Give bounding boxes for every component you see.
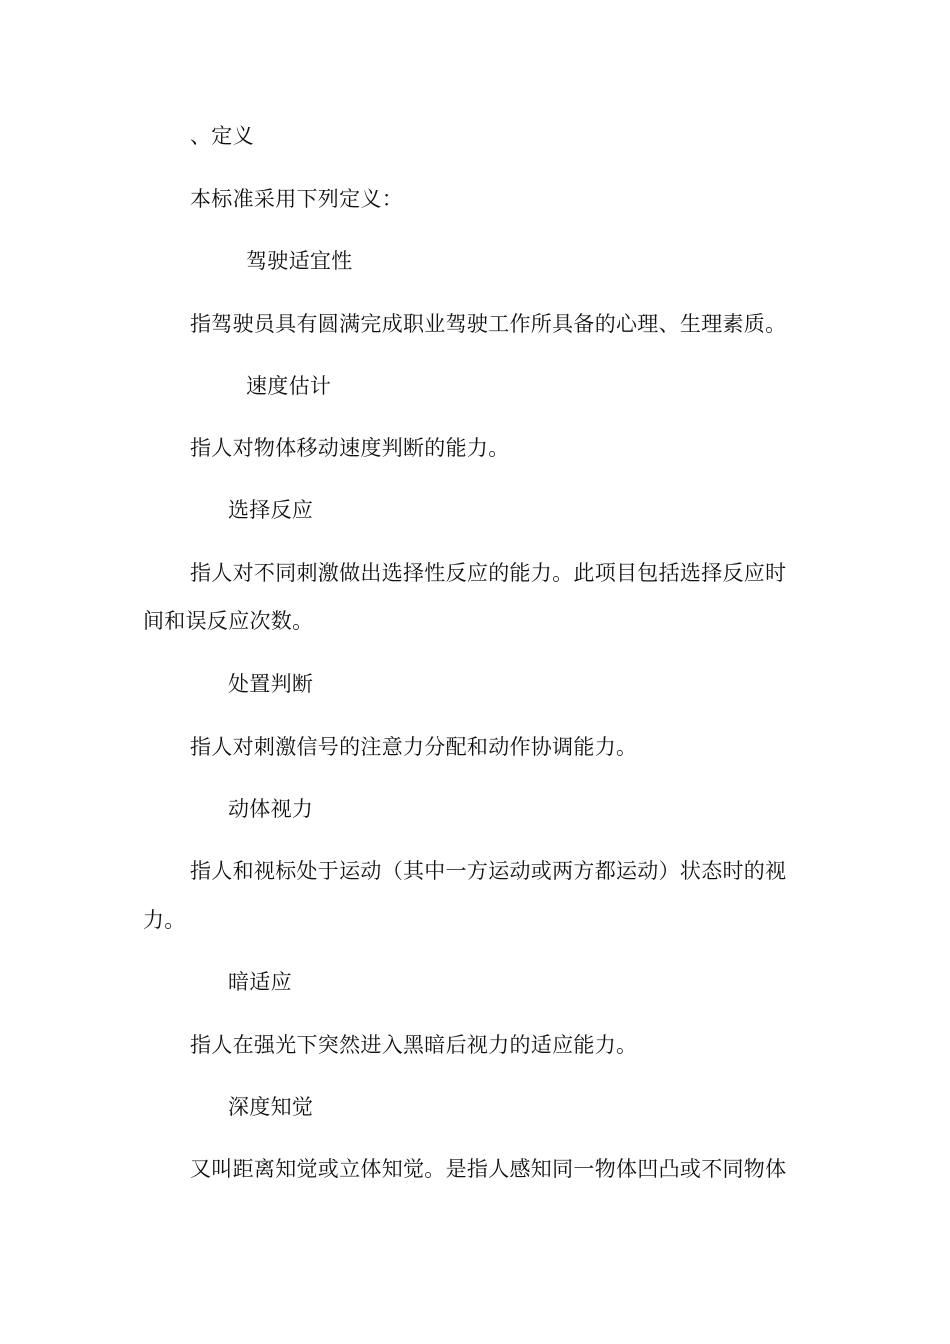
definition-driving-suitability: 指驾驶员具有圆满完成职业驾驶工作所具备的心理、生理素质。 [190,312,787,336]
definition-dynamic-vision-line-1: 指人和视标处于运动（其中一方运动或两方都运动）状态时的视 [190,859,787,883]
term-choice-reaction: 选择反应 [228,498,314,522]
section-heading: 、定义 [190,124,254,148]
definition-choice-reaction-line-1: 指人对不同刺激做出选择性反应的能力。此项目包括选择反应时 [190,561,787,585]
term-handling-judgment: 处置判断 [228,672,314,696]
definition-dynamic-vision-line-2: 力。 [143,908,186,932]
definition-handling-judgment: 指人对刺激信号的注意力分配和动作协调能力。 [190,735,638,759]
definition-depth-perception-line-1: 又叫距离知觉或立体知觉。是指人感知同一物体凹凸或不同物体 [190,1157,787,1181]
definition-speed-estimation: 指人对物体移动速度判断的能力。 [190,436,510,460]
definition-dark-adaptation: 指人在强光下突然进入黑暗后视力的适应能力。 [190,1033,638,1057]
term-dynamic-vision: 动体视力 [228,797,314,821]
term-speed-estimation: 速度估计 [246,374,332,398]
term-dark-adaptation: 暗适应 [228,970,292,994]
definition-choice-reaction-line-2: 间和误反应次数。 [143,609,314,633]
intro-text: 本标准采用下列定义： [190,187,403,211]
term-driving-suitability: 驾驶适宜性 [246,249,353,273]
term-depth-perception: 深度知觉 [228,1095,314,1119]
